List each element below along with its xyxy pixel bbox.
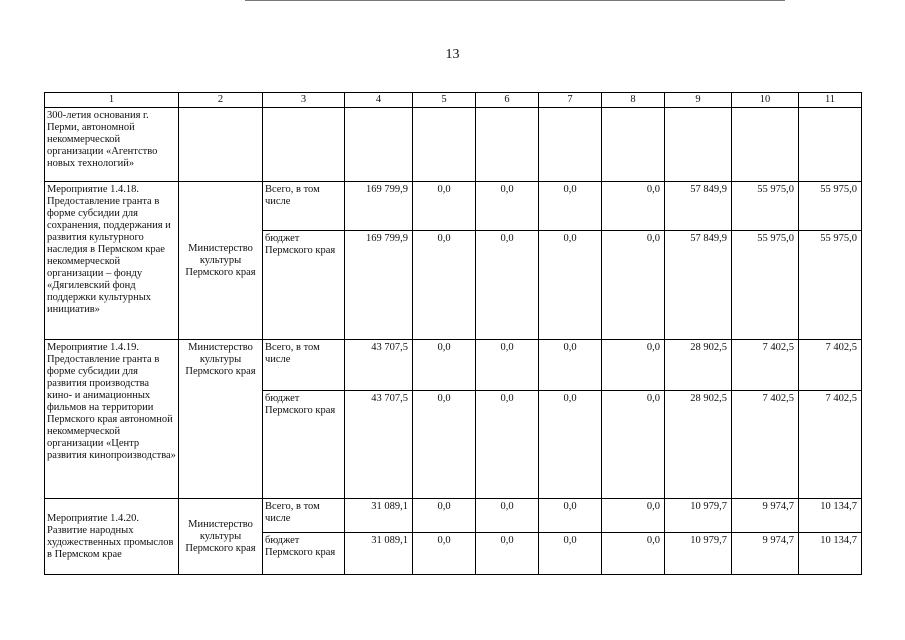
value-cell: 0,0 bbox=[602, 340, 665, 391]
header-cell: 9 bbox=[665, 93, 732, 108]
funding-source: бюджет Пермского края bbox=[263, 231, 345, 340]
page-number: 13 bbox=[445, 47, 460, 62]
value-cell: 0,0 bbox=[413, 499, 476, 533]
value-cell: 7 402,5 bbox=[732, 391, 799, 499]
value-cell: 0,0 bbox=[413, 533, 476, 575]
value-cell: 169 799,9 bbox=[345, 231, 413, 340]
value-cell: 9 974,7 bbox=[732, 533, 799, 575]
header-cell: 1 bbox=[45, 93, 179, 108]
header-cell: 5 bbox=[413, 93, 476, 108]
value-cell: 0,0 bbox=[602, 391, 665, 499]
measure-name: Мероприятие 1.4.19. Предоставление гранта в форме субсидии для развития производства кино- и анимационных фильмов на территории Пермского края автономной некоммерческой организации «Центр развития кинопроизводства» bbox=[45, 340, 179, 499]
funding-source: Всего, в том числе bbox=[263, 340, 345, 391]
value-cell: 0,0 bbox=[413, 231, 476, 340]
table-row bbox=[45, 340, 862, 391]
executor: Министерство культуры Пермского края bbox=[179, 499, 263, 575]
value-cell: 28 902,5 bbox=[665, 340, 732, 391]
table-row bbox=[45, 499, 862, 533]
value-cell: 0,0 bbox=[602, 533, 665, 575]
value-cell: 10 134,7 bbox=[799, 499, 862, 533]
budget-table bbox=[44, 92, 862, 575]
value-cell: 169 799,9 bbox=[345, 182, 413, 231]
executor: Министерство культуры Пермского края bbox=[179, 182, 263, 340]
funding-source: Всего, в том числе bbox=[263, 182, 345, 231]
header-cell: 8 bbox=[602, 93, 665, 108]
value-cell: 43 707,5 bbox=[345, 391, 413, 499]
value-cell: 7 402,5 bbox=[799, 340, 862, 391]
value-cell: 0,0 bbox=[539, 231, 602, 340]
value-cell: 0,0 bbox=[413, 182, 476, 231]
value-cell: 0,0 bbox=[539, 340, 602, 391]
header-cell: 10 bbox=[732, 93, 799, 108]
header-row bbox=[45, 93, 862, 108]
table-row bbox=[45, 182, 862, 231]
scan-edge-line bbox=[245, 0, 785, 1]
value-cell: 31 089,1 bbox=[345, 533, 413, 575]
value-cell: 0,0 bbox=[602, 499, 665, 533]
header-cell: 3 bbox=[263, 93, 345, 108]
measure-name: 300-летия основания г. Перми, автономной некоммерческой организации «Агентство новых технологий» bbox=[45, 108, 179, 182]
value-cell: 28 902,5 bbox=[665, 391, 732, 499]
header-cell: 2 bbox=[179, 93, 263, 108]
header-cell: 11 bbox=[799, 93, 862, 108]
value-cell: 7 402,5 bbox=[732, 340, 799, 391]
header-cell: 4 bbox=[345, 93, 413, 108]
header-cell: 6 bbox=[476, 93, 539, 108]
value-cell: 0,0 bbox=[476, 231, 539, 340]
value-cell: 57 849,9 bbox=[665, 231, 732, 340]
value-cell: 0,0 bbox=[476, 340, 539, 391]
value-cell: 0,0 bbox=[602, 231, 665, 340]
value-cell: 31 089,1 bbox=[345, 499, 413, 533]
value-cell: 55 975,0 bbox=[732, 231, 799, 340]
value-cell: 55 975,0 bbox=[732, 182, 799, 231]
measure-name: Мероприятие 1.4.18. Предоставление гранта в форме субсидии для сохранения, поддержания и развития культурного наследия в Пермском крае некоммерческой организации – фонду «Дягилевский фонд поддержки культурных инициатив» bbox=[45, 182, 179, 340]
value-cell: 0,0 bbox=[539, 499, 602, 533]
value-cell: 10 134,7 bbox=[799, 533, 862, 575]
value-cell: 7 402,5 bbox=[799, 391, 862, 499]
funding-source: бюджет Пермского края bbox=[263, 391, 345, 499]
header-cell: 7 bbox=[539, 93, 602, 108]
value-cell: 55 975,0 bbox=[799, 231, 862, 340]
value-cell: 0,0 bbox=[539, 182, 602, 231]
value-cell: 0,0 bbox=[476, 391, 539, 499]
table-row bbox=[45, 108, 862, 182]
value-cell: 0,0 bbox=[476, 182, 539, 231]
value-cell: 0,0 bbox=[413, 391, 476, 499]
funding-source: Всего, в том числе bbox=[263, 499, 345, 533]
value-cell: 57 849,9 bbox=[665, 182, 732, 231]
measure-name: Мероприятие 1.4.20. Развитие народных художественных промыслов в Пермском крае bbox=[45, 499, 179, 575]
value-cell: 0,0 bbox=[539, 391, 602, 499]
value-cell: 0,0 bbox=[476, 499, 539, 533]
value-cell: 10 979,7 bbox=[665, 499, 732, 533]
value-cell: 0,0 bbox=[476, 533, 539, 575]
value-cell: 43 707,5 bbox=[345, 340, 413, 391]
executor: Министерство культуры Пермского края bbox=[179, 340, 263, 499]
value-cell: 0,0 bbox=[602, 182, 665, 231]
funding-source: бюджет Пермского края bbox=[263, 533, 345, 575]
value-cell: 9 974,7 bbox=[732, 499, 799, 533]
value-cell: 0,0 bbox=[539, 533, 602, 575]
value-cell: 10 979,7 bbox=[665, 533, 732, 575]
value-cell: 55 975,0 bbox=[799, 182, 862, 231]
value-cell: 0,0 bbox=[413, 340, 476, 391]
